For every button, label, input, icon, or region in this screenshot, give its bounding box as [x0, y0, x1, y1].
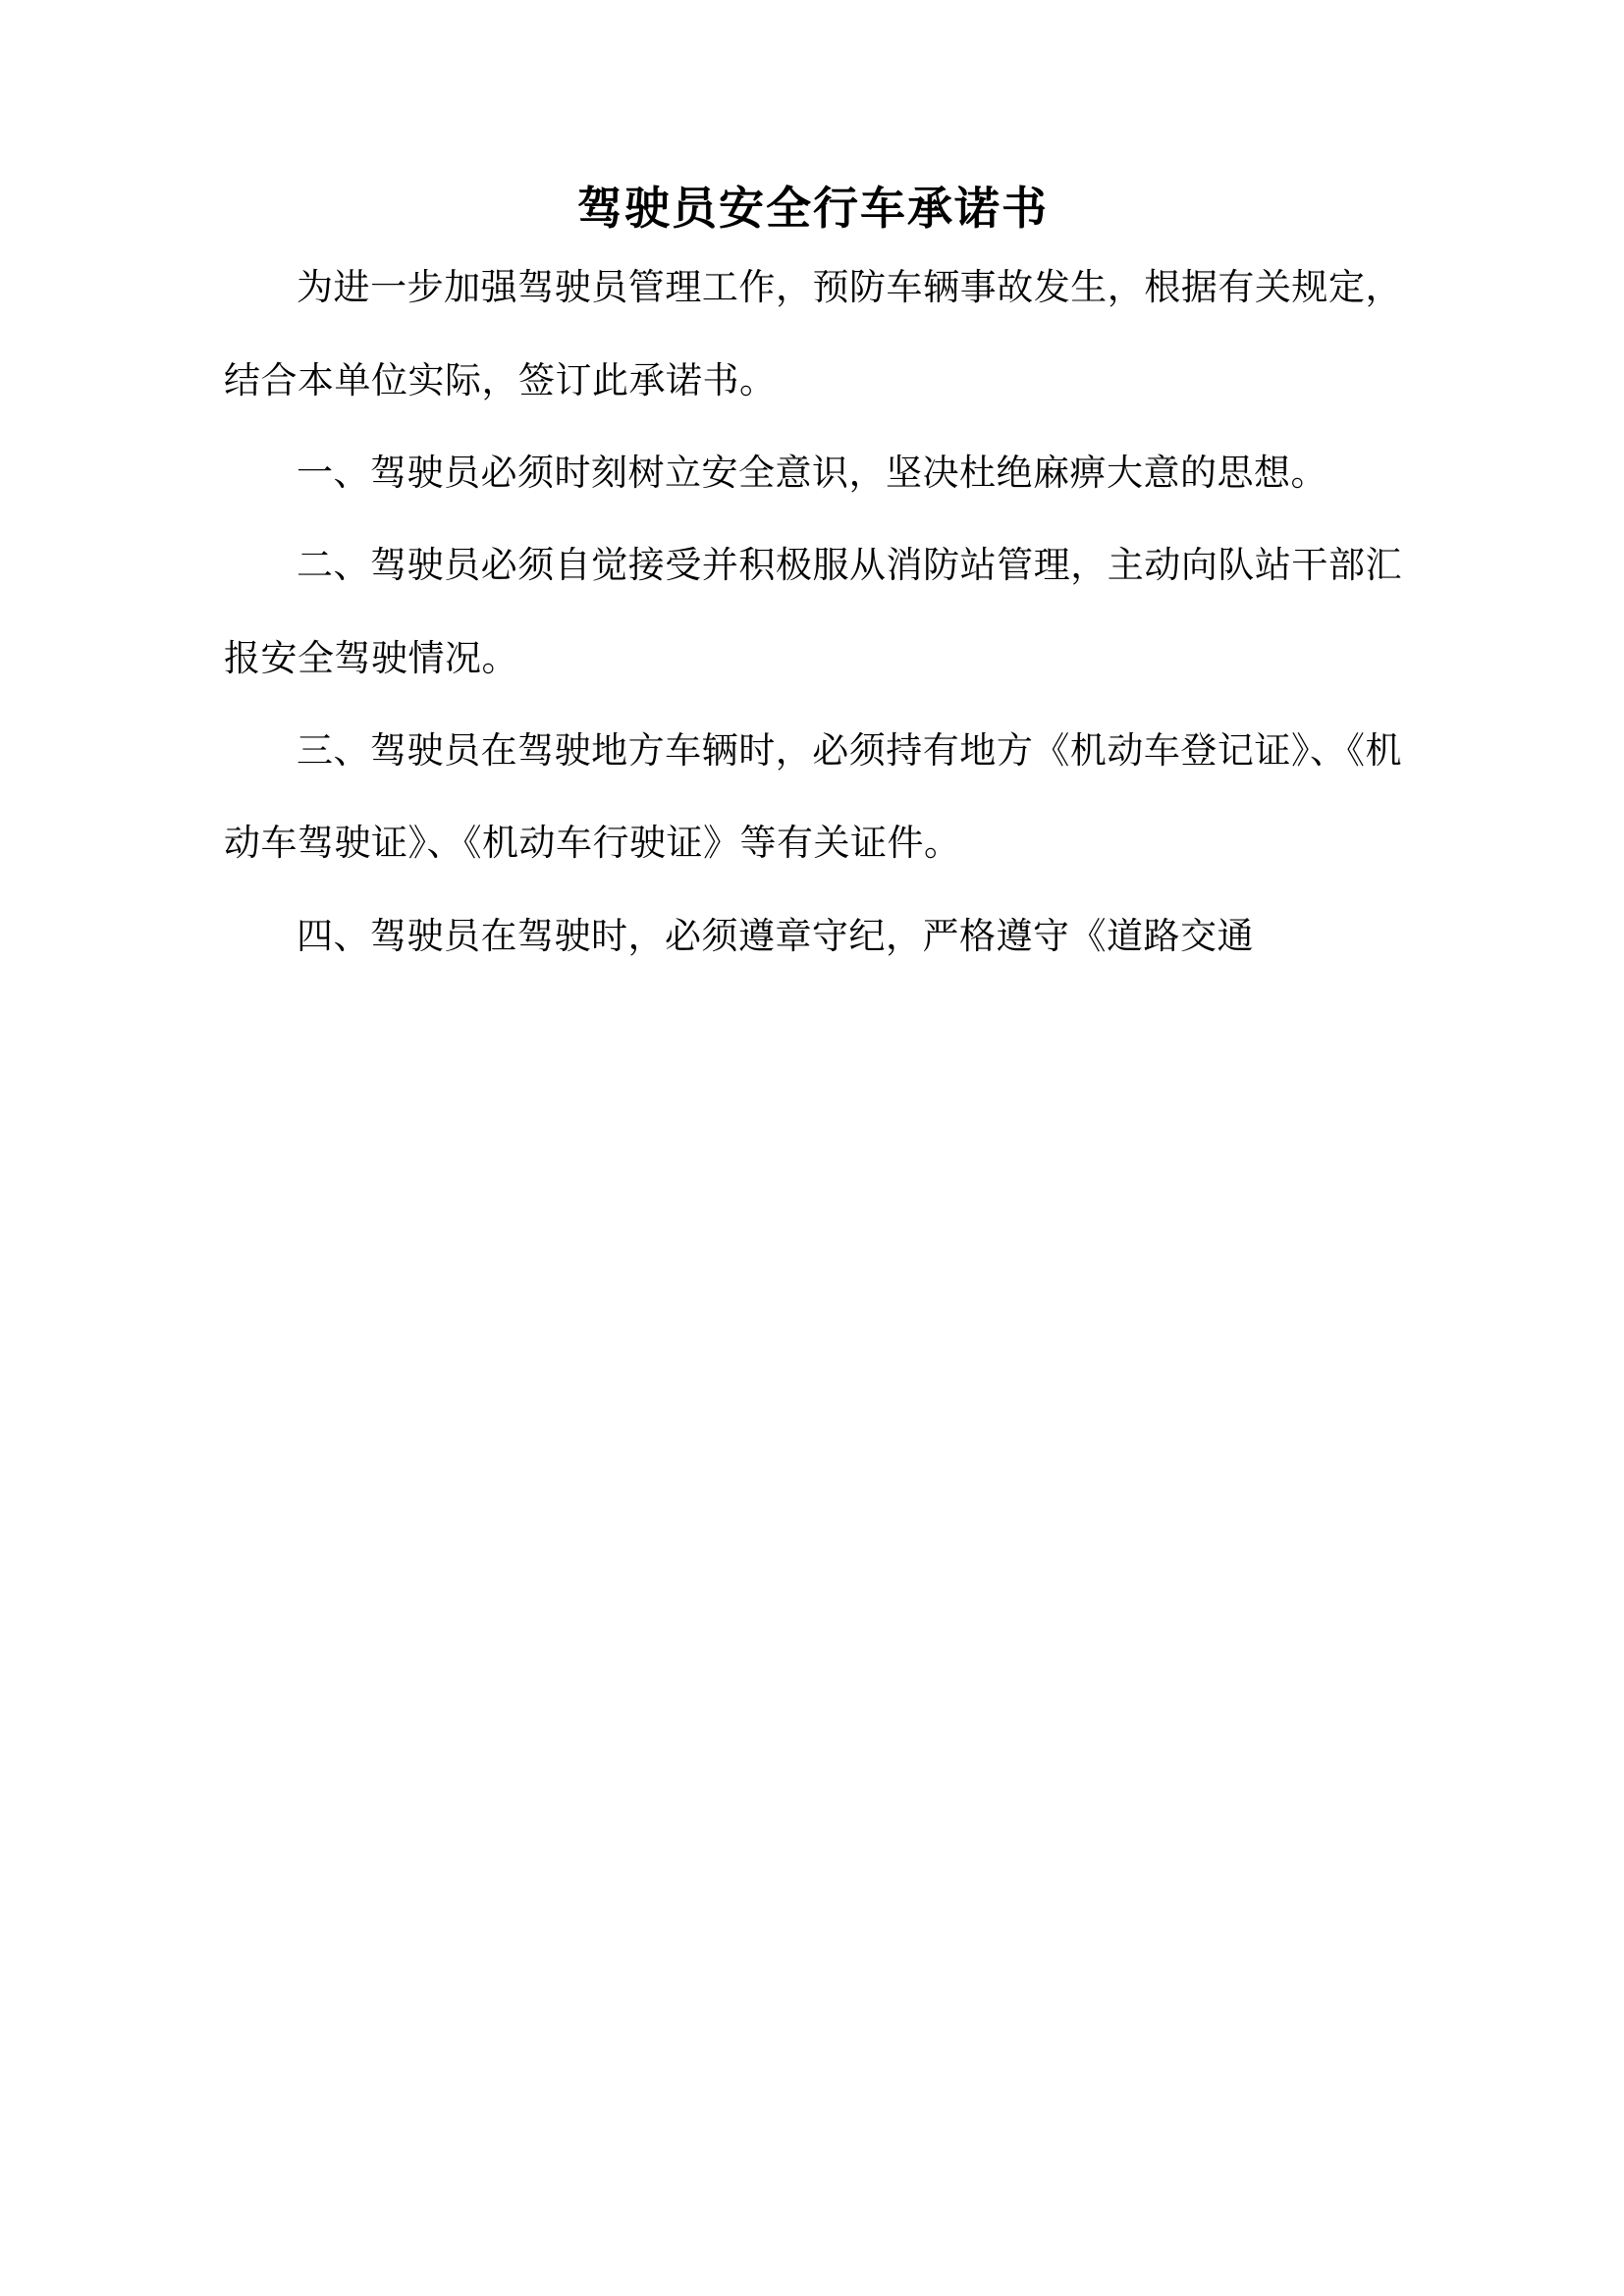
paragraph-clause-4: 四、驾驶员在驾驶时，必须遵章守纪，严格遵守《道路交通: [297, 915, 1254, 956]
paragraph-clause-3: 三、驾驶员在驾驶地方车辆时，必须持有地方《机动车登记证》、《机动车驾驶证》、《机动车行驶证》等有关证件。: [224, 729, 1402, 864]
paragraph-clause-2: 二、驾驶员必须自觉接受并积极服从消防站管理，主动向队站干部汇报安全驾驶情况。: [224, 545, 1402, 678]
paragraph-clause-1: 一、驾驶员必须时刻树立安全意识，坚决杜绝麻痹大意的思想。: [297, 452, 1327, 493]
document-body: [224, 182, 1402, 983]
paragraph-intro: 为进一步加强驾驶员管理工作，预防车辆事故发生，根据有关规定，结合本单位实际，签订此承诺书。: [224, 267, 1402, 400]
page-title: 驾驶员安全行车承诺书: [577, 183, 1049, 234]
